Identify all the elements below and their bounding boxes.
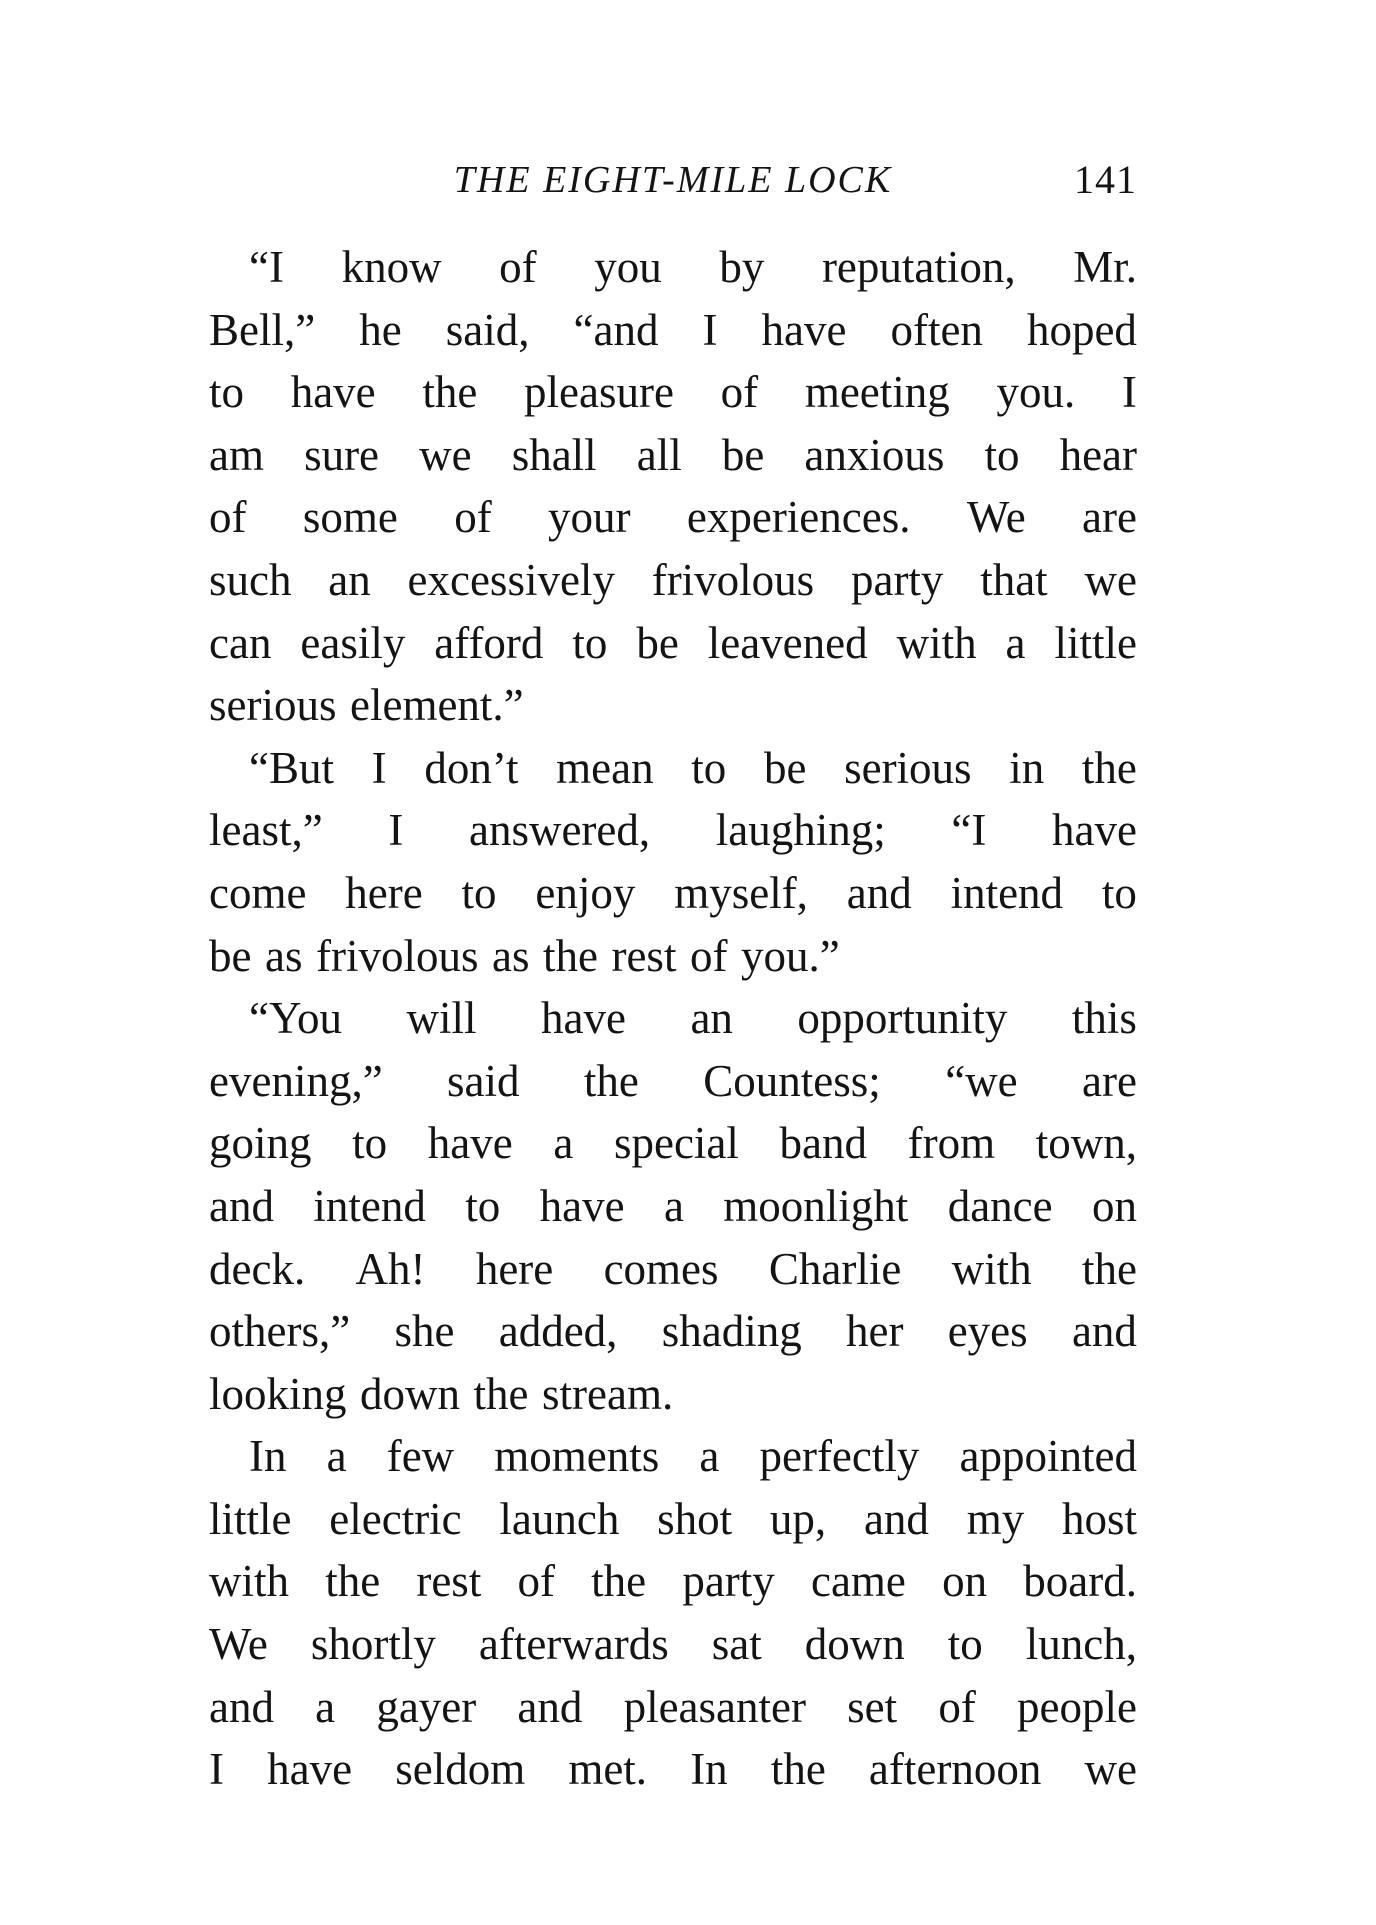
word: a: [315, 1681, 336, 1732]
word: to: [465, 1180, 501, 1231]
word: rest: [416, 1556, 482, 1607]
word: to: [461, 867, 497, 918]
word: “I: [951, 805, 987, 856]
word: as: [264, 930, 303, 981]
word: to: [947, 1619, 983, 1670]
word: on: [1091, 1180, 1137, 1231]
word: shortly: [310, 1619, 436, 1670]
text-line: [209, 1363, 1137, 1426]
word: little: [1054, 617, 1137, 668]
word: enjoy: [535, 867, 636, 918]
text-line: [209, 299, 1137, 362]
word: experiences.: [686, 492, 911, 543]
text-line: [209, 361, 1137, 424]
text-line: [209, 1488, 1137, 1551]
word: town,: [1035, 1118, 1137, 1169]
word: met.: [568, 1744, 648, 1795]
word: serious: [844, 742, 972, 793]
text-line: [209, 1175, 1137, 1238]
word: shall: [511, 429, 597, 480]
word: your: [548, 492, 631, 543]
word: in: [1009, 742, 1045, 793]
word: I: [388, 805, 404, 856]
word: a: [699, 1431, 720, 1482]
word: are: [1082, 1055, 1137, 1106]
word: looking: [209, 1368, 347, 1419]
word: don’t: [424, 742, 519, 793]
word: know: [341, 242, 442, 292]
word: to: [691, 742, 727, 793]
word: pleasanter: [623, 1681, 806, 1732]
word: will: [406, 993, 477, 1044]
word: have: [427, 1118, 513, 1169]
word: intend: [313, 1180, 426, 1231]
word: set: [847, 1681, 898, 1732]
word: came: [810, 1556, 906, 1607]
text-line: [209, 1238, 1137, 1301]
word: of: [689, 930, 728, 981]
word: some: [302, 492, 398, 543]
word: band: [779, 1118, 868, 1169]
running-title: THE EIGHT-MILE LOCK: [453, 159, 893, 201]
word: by: [719, 242, 765, 292]
word: be: [209, 930, 252, 981]
word: easily: [300, 617, 406, 668]
word: anxious: [804, 429, 945, 480]
word: Charlie: [768, 1243, 902, 1294]
word: myself,: [674, 867, 808, 918]
word: “But: [249, 742, 334, 793]
text-line: [209, 674, 1137, 737]
page-number: 141: [1074, 157, 1137, 202]
word: have: [540, 993, 626, 1044]
word: party: [850, 554, 944, 605]
word: I: [209, 1744, 224, 1795]
word: we: [419, 429, 472, 480]
text-line: [209, 1300, 1137, 1363]
word: going: [209, 1118, 312, 1169]
word: have: [290, 367, 376, 418]
word: to: [984, 429, 1020, 480]
word: sure: [304, 429, 380, 480]
word: here: [345, 867, 423, 918]
word: with: [209, 1556, 290, 1607]
text-line: [209, 862, 1137, 925]
word: “I: [249, 242, 284, 292]
word: to: [1101, 867, 1137, 918]
word: the: [770, 1744, 826, 1795]
text-line: [209, 549, 1137, 612]
word: eyes: [947, 1306, 1028, 1357]
word: the: [325, 1556, 381, 1607]
body-text: [209, 236, 1137, 1801]
word: pleasure: [524, 367, 674, 418]
word: sat: [711, 1619, 762, 1670]
word: frivolous: [315, 930, 479, 981]
text-line: [209, 236, 1137, 299]
word: shot: [657, 1493, 733, 1544]
word: with: [951, 1243, 1032, 1294]
word: be: [721, 429, 765, 480]
word: party: [682, 1556, 775, 1607]
word: down: [360, 1368, 461, 1419]
word: the: [1081, 742, 1137, 793]
word: lunch,: [1025, 1619, 1137, 1670]
word: Mr.: [1073, 242, 1137, 292]
word: of: [499, 242, 537, 292]
word: few: [386, 1431, 455, 1482]
text-line: [209, 1613, 1137, 1676]
word: are: [1082, 492, 1137, 543]
word: frivolous: [651, 554, 815, 605]
text-line: [209, 1550, 1137, 1613]
word: opportunity: [797, 993, 1008, 1044]
word: I: [702, 304, 718, 355]
word: element.”: [350, 680, 524, 731]
word: as: [491, 930, 530, 981]
word: Ah!: [355, 1243, 426, 1294]
word: am: [209, 429, 264, 480]
word: evening,”: [209, 1055, 383, 1106]
word: we: [1084, 554, 1137, 605]
word: and: [209, 1681, 274, 1732]
text-line: [209, 486, 1137, 549]
word: In: [249, 1431, 287, 1482]
word: rest: [611, 930, 677, 981]
word: gayer: [376, 1681, 477, 1732]
text-line: [209, 1050, 1137, 1113]
word: electric: [329, 1493, 462, 1544]
word: an: [690, 993, 733, 1044]
word: to: [209, 367, 245, 418]
word: be: [763, 742, 807, 793]
text-line: [209, 612, 1137, 675]
word: added,: [498, 1306, 618, 1357]
text-line: [209, 799, 1137, 862]
word: people: [1017, 1681, 1137, 1732]
word: have: [1052, 805, 1137, 856]
word: such: [209, 554, 292, 605]
word: down: [804, 1619, 905, 1670]
word: little: [209, 1493, 292, 1544]
word: that: [980, 554, 1048, 605]
word: deck.: [209, 1243, 306, 1294]
word: come: [209, 867, 307, 918]
word: from: [907, 1118, 996, 1169]
word: and: [863, 1493, 929, 1544]
word: and: [209, 1180, 274, 1231]
word: she: [394, 1306, 455, 1357]
word: seldom: [395, 1744, 526, 1795]
word: and: [517, 1681, 583, 1732]
word: here: [475, 1243, 554, 1294]
word: comes: [603, 1243, 719, 1294]
word: board.: [1023, 1556, 1137, 1607]
word: my: [966, 1493, 1025, 1544]
word: hoped: [1026, 304, 1137, 355]
running-head: [209, 155, 1137, 205]
word: her: [845, 1306, 904, 1357]
text-line: [209, 424, 1137, 487]
word: the: [1081, 1243, 1137, 1294]
word: We: [966, 492, 1026, 543]
text-line: [209, 1676, 1137, 1739]
word: to: [352, 1118, 388, 1169]
word: mean: [556, 742, 654, 793]
word: you.: [996, 367, 1076, 418]
word: We: [209, 1619, 268, 1670]
text-line: [209, 737, 1137, 800]
word: the: [542, 930, 598, 981]
word: “You: [249, 993, 342, 1044]
word: dance: [947, 1180, 1053, 1231]
word: often: [890, 304, 983, 355]
word: of: [720, 367, 759, 418]
word: said,: [445, 304, 530, 355]
word: have: [761, 304, 847, 355]
word: special: [613, 1118, 739, 1169]
word: I: [371, 742, 387, 793]
word: to: [572, 617, 608, 668]
word: afford: [434, 617, 544, 668]
word: with: [896, 617, 977, 668]
word: he: [359, 304, 402, 355]
word: this: [1071, 993, 1137, 1044]
word: be: [636, 617, 679, 668]
text-line: [209, 1425, 1137, 1488]
word: afterwards: [478, 1619, 669, 1670]
word: a: [1005, 617, 1026, 668]
word: we: [1084, 1744, 1137, 1795]
word: the: [473, 1368, 529, 1419]
word: meeting: [804, 367, 950, 418]
word: afternoon: [868, 1744, 1042, 1795]
word: reputation,: [821, 242, 1016, 292]
word: moonlight: [723, 1180, 909, 1231]
word: launch: [499, 1493, 620, 1544]
word: Countess;: [703, 1055, 881, 1106]
word: serious: [209, 680, 337, 731]
word: excessively: [407, 554, 615, 605]
word: you.”: [740, 930, 840, 981]
word: of: [454, 492, 492, 543]
word: and: [846, 867, 912, 918]
word: appointed: [959, 1431, 1137, 1482]
word: hear: [1059, 429, 1137, 480]
text-line: [209, 987, 1137, 1050]
word: on: [942, 1556, 988, 1607]
word: of: [938, 1681, 976, 1732]
word: stream.: [542, 1368, 674, 1419]
word: the: [422, 367, 478, 418]
word: “we: [945, 1055, 1018, 1106]
text-line: [209, 1112, 1137, 1175]
word: all: [636, 429, 682, 480]
word: you: [594, 242, 662, 292]
word: laughing;: [715, 805, 886, 856]
word: a: [553, 1118, 574, 1169]
word: moments: [494, 1431, 660, 1482]
word: and: [1071, 1306, 1137, 1357]
word: host: [1061, 1493, 1137, 1544]
word: said: [447, 1055, 520, 1106]
word: leavened: [707, 617, 868, 668]
word: I: [1121, 367, 1137, 418]
word: shading: [661, 1306, 802, 1357]
word: the: [591, 1556, 647, 1607]
word: In: [690, 1744, 728, 1795]
word: answered,: [468, 805, 651, 856]
word: of: [517, 1556, 555, 1607]
word: can: [209, 617, 272, 668]
text-line: [209, 925, 1137, 988]
word: have: [267, 1744, 353, 1795]
word: of: [209, 492, 247, 543]
word: a: [326, 1431, 347, 1482]
word: an: [328, 554, 371, 605]
word: have: [539, 1180, 625, 1231]
text-line: [209, 1738, 1137, 1801]
word: a: [663, 1180, 684, 1231]
word: intend: [950, 867, 1064, 918]
word: others,”: [209, 1306, 351, 1357]
word: “and: [573, 304, 659, 355]
word: least,”: [209, 805, 323, 856]
word: up,: [769, 1493, 827, 1544]
word: the: [583, 1055, 639, 1106]
word: Bell,”: [209, 304, 316, 355]
word: perfectly: [759, 1431, 920, 1482]
